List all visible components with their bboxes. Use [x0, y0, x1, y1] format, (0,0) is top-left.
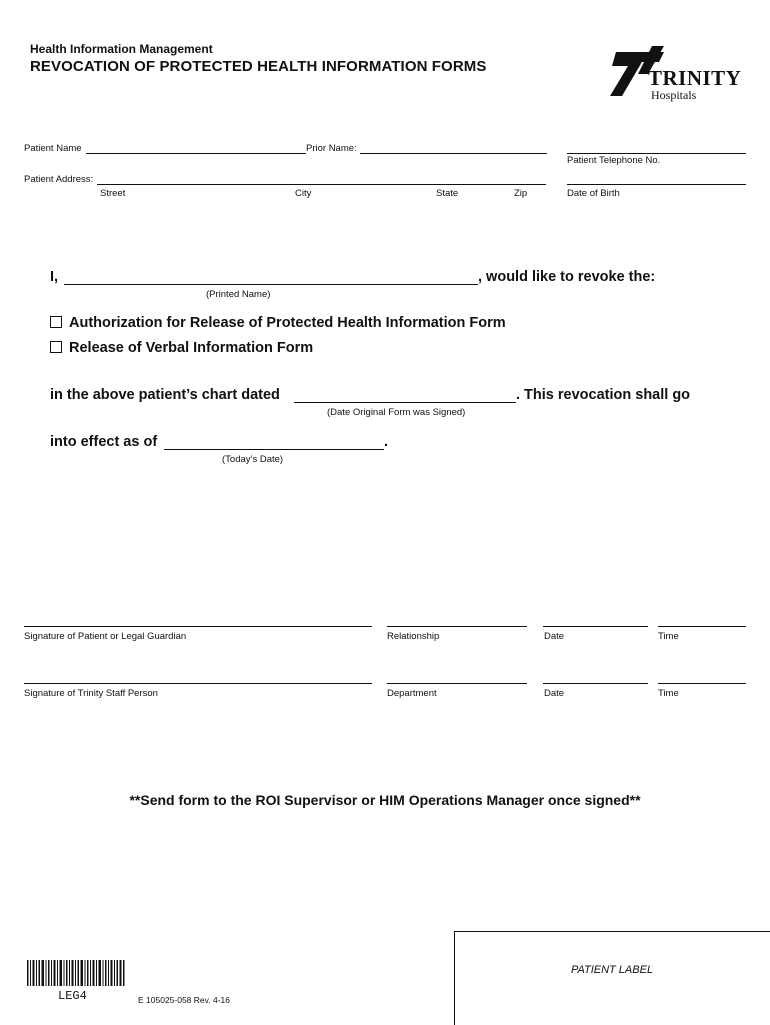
chart-date-field[interactable] — [294, 402, 516, 403]
department-field[interactable] — [387, 683, 527, 684]
date-field-1[interactable] — [543, 626, 648, 627]
street-label: Street — [100, 188, 126, 199]
authorization-checkbox[interactable] — [50, 316, 62, 328]
option-verbal[interactable] — [50, 340, 313, 356]
printed-name-field[interactable] — [64, 284, 478, 285]
verbal-checkbox[interactable] — [50, 341, 62, 353]
patient-signature-label: Signature of Patient or Legal Guardian — [24, 631, 187, 642]
city-label: City — [295, 188, 312, 199]
logo-subtitle: Hospitals — [651, 88, 697, 102]
revocation-text: . This revocation shall go — [516, 387, 691, 403]
address-field[interactable] — [97, 184, 546, 185]
patient-name-label: Patient Name — [24, 143, 82, 154]
option-authorization-label: Authorization for Release of Protected Health Information Form — [69, 315, 506, 331]
prior-name-field[interactable] — [360, 153, 547, 154]
department-heading: Health Information Management — [30, 42, 213, 56]
telephone-field[interactable] — [567, 153, 746, 154]
date-field-2[interactable] — [543, 683, 648, 684]
dob-field[interactable] — [567, 184, 746, 185]
time-label-1: Time — [658, 631, 679, 642]
effective-date-field[interactable] — [164, 449, 384, 450]
patient-signature-field[interactable] — [24, 626, 372, 627]
chart-dated-text: in the above patient’s chart dated — [50, 387, 280, 403]
date-label-1: Date — [544, 631, 565, 642]
todays-date-caption: (Today’s Date) — [222, 454, 284, 465]
form-number: E 105025-058 Rev. 4-16 — [138, 995, 230, 1005]
logo-wordmark: TRINITY — [648, 66, 742, 90]
patient-label-box — [454, 931, 770, 1025]
zip-label: Zip — [514, 188, 528, 199]
barcode-icon — [27, 960, 125, 986]
time-label-2: Time — [658, 688, 679, 699]
dob-label: Date of Birth — [567, 188, 620, 199]
barcode-text: LEG4 — [58, 989, 87, 1003]
date-label-2: Date — [544, 688, 565, 699]
time-field-1[interactable] — [658, 626, 746, 627]
relationship-field[interactable] — [387, 626, 527, 627]
time-field-2[interactable] — [658, 683, 746, 684]
i-label: I, — [50, 269, 59, 285]
staff-signature-field[interactable] — [24, 683, 372, 684]
effect-text: into effect as of — [50, 434, 158, 450]
effect-period: . — [384, 434, 389, 450]
date-signed-caption: (Date Original Form was Signed) — [327, 407, 466, 418]
department-label: Department — [387, 688, 437, 699]
prior-name-label: Prior Name: — [306, 143, 357, 154]
patient-label-text: PATIENT LABEL — [570, 964, 654, 976]
option-verbal-label: Release of Verbal Information Form — [69, 340, 314, 356]
option-authorization[interactable] — [50, 315, 506, 331]
relationship-label: Relationship — [387, 631, 440, 642]
send-form-note: **Send form to the ROI Supervisor or HIM Operations Manager once signed** — [129, 792, 641, 808]
printed-name-caption: (Printed Name) — [206, 289, 271, 300]
telephone-label: Patient Telephone No. — [567, 155, 661, 166]
address-label: Patient Address: — [24, 174, 94, 185]
staff-signature-label: Signature of Trinity Staff Person — [24, 688, 158, 699]
patient-name-field[interactable] — [86, 153, 306, 154]
state-label: State — [436, 188, 459, 199]
form-title: REVOCATION OF PROTECTED HEALTH INFORMATION FORMS — [30, 58, 487, 75]
revoke-text: , would like to revoke the: — [478, 269, 656, 285]
